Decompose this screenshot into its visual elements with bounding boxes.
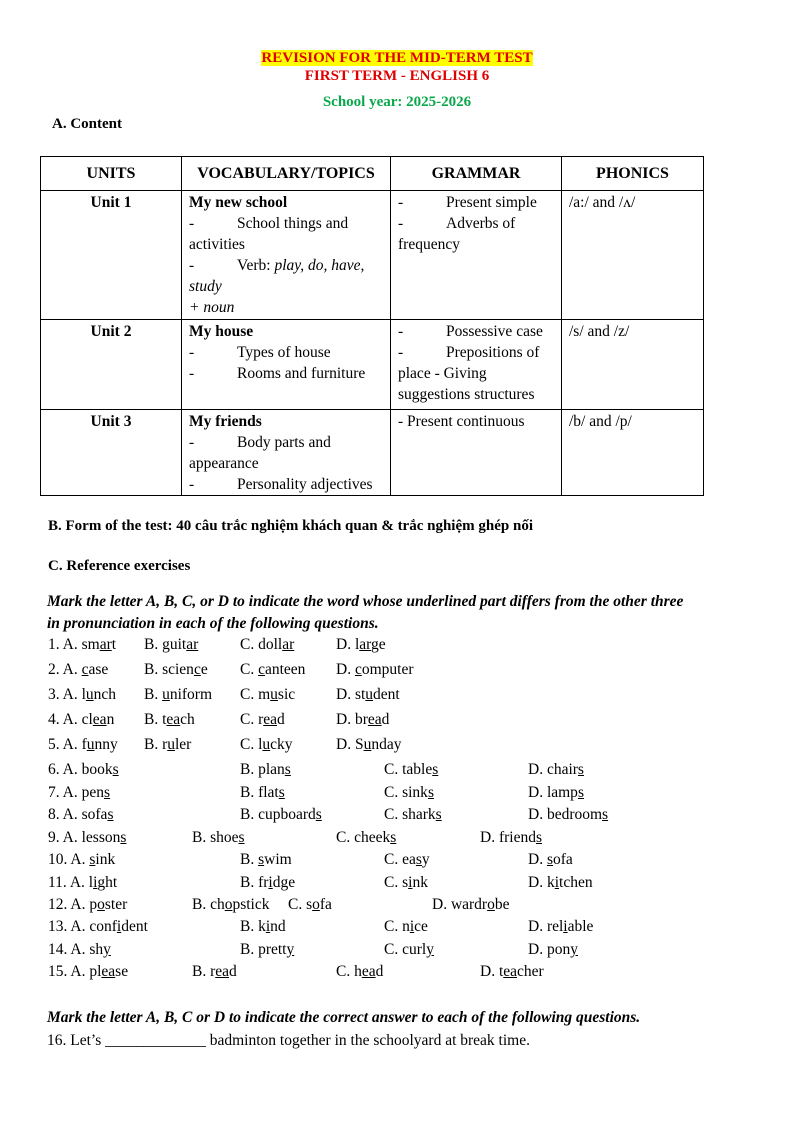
question-number: 6. xyxy=(48,761,63,778)
vocab-item: - School things and activities xyxy=(189,215,349,253)
school-year: School year: 2025-2026 xyxy=(322,94,472,110)
underlined-part: ea xyxy=(503,963,518,980)
underlined-part: ea xyxy=(215,963,230,980)
instruction-multiple-choice: Mark the letter A, B, C or D to indicate the correct answer to each of the following questions. xyxy=(47,1009,641,1026)
underlined-part: c xyxy=(258,661,265,678)
col-header-vocabulary: VOCABULARY/TOPICS xyxy=(182,157,391,191)
answer-option: 1. A. smart xyxy=(48,636,117,653)
col-header-units: UNITS xyxy=(41,157,182,191)
answer-option: C. sofa xyxy=(288,896,332,913)
unit-cell: Unit 1 xyxy=(41,191,182,320)
underlined-part: s xyxy=(435,806,442,823)
answer-option: B. flats xyxy=(240,784,285,801)
answer-option: 10. A. sink xyxy=(48,851,116,868)
answer-option: D. sofa xyxy=(528,851,573,868)
grammar-cell xyxy=(391,191,562,320)
answer-option: 13. A. confident xyxy=(48,918,148,935)
vocab-item: + noun xyxy=(189,299,235,316)
underlined-part: u xyxy=(86,736,95,753)
grammar-cell xyxy=(391,320,562,410)
underlined-part: s xyxy=(546,851,553,868)
answer-option: D. chairs xyxy=(528,761,584,778)
underlined-part: u xyxy=(363,736,372,753)
underlined-part: ar xyxy=(359,636,372,653)
answer-option: B. read xyxy=(192,963,237,980)
answer-option: D. bread xyxy=(336,711,390,728)
underlined-part: i xyxy=(409,918,415,935)
vocab-item: - Rooms and furniture xyxy=(189,365,366,382)
underlined-part: o xyxy=(224,896,233,913)
underlined-part: s xyxy=(535,829,542,846)
question-number: 10. xyxy=(48,851,71,868)
topic-title: My house xyxy=(189,323,254,340)
table-header-row xyxy=(41,157,704,191)
vocabulary-cell xyxy=(182,191,391,320)
underlined-part: s xyxy=(315,806,322,823)
underlined-part: ar xyxy=(186,636,199,653)
answer-option: C. read xyxy=(240,711,285,728)
answer-option: 12. A. poster xyxy=(48,896,128,913)
underlined-part: u xyxy=(85,686,94,703)
question-number: 13. xyxy=(48,918,71,935)
answer-option: 2. A. case xyxy=(48,661,109,678)
section-c-heading: C. Reference exercises xyxy=(48,558,191,574)
underlined-part: s xyxy=(238,829,245,846)
answer-option: D. Sunday xyxy=(336,736,402,753)
underlined-part: c xyxy=(354,661,362,678)
answer-option: D. wardrobe xyxy=(432,896,510,913)
answer-option: B. science xyxy=(144,661,208,678)
phonics-cell: /s/ and /z/ xyxy=(562,320,704,410)
underlined-part: o xyxy=(312,896,320,913)
answer-option: D. pony xyxy=(528,941,578,958)
underlined-part: s xyxy=(284,761,291,778)
answer-option: 8. A. sofas xyxy=(48,806,114,823)
underlined-part: ar xyxy=(99,636,112,653)
answer-option: 6. A. books xyxy=(48,761,119,778)
vocab-item: - Verb: play, do, have, study xyxy=(189,257,365,295)
answer-option: 7. A. pens xyxy=(48,784,111,801)
underlined-part: y xyxy=(426,941,434,958)
underlined-part: s xyxy=(577,784,584,801)
answer-option: D. reliable xyxy=(528,918,594,935)
underlined-part: i xyxy=(93,874,98,891)
answer-option: C. tables xyxy=(384,761,439,778)
instruction-pronunciation-cont: in pronunciation in each of the following questions. xyxy=(47,615,379,632)
underlined-part: s xyxy=(427,784,434,801)
underlined-part: u xyxy=(262,736,271,753)
underlined-part: u xyxy=(167,736,175,753)
underlined-part: ea xyxy=(263,711,278,728)
underlined-part: c xyxy=(81,661,89,678)
grammar-item: - Present continuous xyxy=(398,413,525,430)
underlined-part: y xyxy=(103,941,111,958)
answer-option: C. nice xyxy=(384,918,428,935)
underlined-part: u xyxy=(365,686,374,703)
answer-option: C. easy xyxy=(384,851,430,868)
answer-option: 14. A. shy xyxy=(48,941,111,958)
answer-option: D. kitchen xyxy=(528,874,593,891)
answer-option: D. friends xyxy=(480,829,542,846)
answer-option: 4. A. clean xyxy=(48,711,115,728)
answer-option: B. shoes xyxy=(192,829,245,846)
answer-option: D. bedrooms xyxy=(528,806,609,823)
unit-cell: Unit 3 xyxy=(41,410,182,496)
phonics-cell: /b/ and /p/ xyxy=(562,410,704,496)
answer-option: 3. A. lunch xyxy=(48,686,117,703)
underlined-part: i xyxy=(563,918,568,935)
answer-option: B. plans xyxy=(240,761,291,778)
underlined-part: c xyxy=(193,661,201,678)
grammar-item: - Prepositions of place - Giving suggestions structures xyxy=(398,344,540,403)
question-number: 7. xyxy=(48,784,63,801)
answer-option: B. uniform xyxy=(144,686,213,703)
answer-option: C. sinks xyxy=(384,784,434,801)
phonics-cell: /a:/ and /ʌ/ xyxy=(562,191,704,320)
answer-option: C. music xyxy=(240,686,296,703)
answer-option: D. large xyxy=(336,636,386,653)
underlined-part: u xyxy=(270,686,278,703)
answer-option: B. pretty xyxy=(240,941,295,958)
answer-option: B. cupboards xyxy=(240,806,322,823)
grammar-item: - Possessive case xyxy=(398,323,543,340)
answer-option: C. sink xyxy=(384,874,428,891)
answer-option: 11. A. light xyxy=(48,874,118,891)
unit-cell: Unit 2 xyxy=(41,320,182,410)
answer-option: B. ruler xyxy=(144,736,192,753)
underlined-part: y xyxy=(286,941,295,958)
underlined-part: ea xyxy=(367,711,382,728)
underlined-part: y xyxy=(570,941,578,958)
underlined-part: s xyxy=(120,829,127,846)
vocabulary-cell xyxy=(182,320,391,410)
answer-option: C. dollar xyxy=(240,636,295,653)
vocab-item: - Personality adjectives xyxy=(189,476,373,493)
section-a-heading: A. Content xyxy=(52,116,122,132)
col-header-grammar: GRAMMAR xyxy=(391,157,562,191)
doc-title: REVISION FOR THE MID-TERM TEST xyxy=(261,50,533,66)
underlined-part: ea xyxy=(361,963,376,980)
table-row xyxy=(41,320,704,410)
vocab-item: - Types of house xyxy=(189,344,331,361)
answer-option: C. lucky xyxy=(240,736,293,753)
question-number: 9. xyxy=(48,829,63,846)
question-number: 3. xyxy=(48,686,63,703)
underlined-part: ea xyxy=(166,711,181,728)
underlined-part: i xyxy=(554,874,560,891)
instruction-pronunciation: Mark the letter A, B, C, or D to indicate the word whose underlined part differs from the other three xyxy=(47,593,684,610)
col-header-phonics: PHONICS xyxy=(562,157,704,191)
answer-option: B. kind xyxy=(240,918,286,935)
answer-option: D. student xyxy=(336,686,400,703)
underlined-part: i xyxy=(116,918,122,935)
underlined-part: s xyxy=(89,851,96,868)
question-number: 8. xyxy=(48,806,63,823)
answer-option: C. cheeks xyxy=(336,829,397,846)
underlined-part: s xyxy=(103,784,111,801)
question-number: 14. xyxy=(48,941,71,958)
underlined-part: s xyxy=(390,829,397,846)
answer-option: 5. A. funny xyxy=(48,736,118,753)
question-number: 15. xyxy=(48,963,71,980)
underlined-part: s xyxy=(258,851,265,868)
table-row xyxy=(41,410,704,496)
answer-option: D. lamps xyxy=(528,784,584,801)
topic-title: My friends xyxy=(189,413,262,430)
underlined-part: s xyxy=(432,761,439,778)
question-16: 16. Let’s _____________ badminton together in the schoolyard at break time. xyxy=(47,1032,530,1049)
answer-option: C. sharks xyxy=(384,806,442,823)
question-number: 1. xyxy=(48,636,63,653)
underlined-part: i xyxy=(408,874,413,891)
section-b-heading: B. Form of the test: 40 câu trắc nghiệm khách quan & trắc nghiệm ghép nối xyxy=(48,518,533,534)
answer-option: C. head xyxy=(336,963,384,980)
doc-subtitle: FIRST TERM - ENGLISH 6 xyxy=(304,68,490,84)
underlined-part: i xyxy=(268,874,273,891)
grammar-cell xyxy=(391,410,562,496)
underlined-part: i xyxy=(265,918,271,935)
underlined-part: ea xyxy=(92,711,107,728)
answer-option: B. swim xyxy=(240,851,292,868)
question-number: 11. xyxy=(48,874,70,891)
content-table xyxy=(40,156,704,496)
answer-option: B. fridge xyxy=(240,874,296,891)
question-number: 2. xyxy=(48,661,63,678)
underlined-part: ar xyxy=(282,636,295,653)
answer-option: B. guitar xyxy=(144,636,199,653)
underlined-part: s xyxy=(577,761,584,778)
underlined-part: s xyxy=(107,806,114,823)
underlined-part: s xyxy=(112,761,119,778)
answer-option: B. chopstick xyxy=(192,896,270,913)
underlined-part: u xyxy=(162,686,170,703)
vocabulary-cell xyxy=(182,410,391,496)
topic-title: My new school xyxy=(189,194,288,211)
grammar-item: - Adverbs of frequency xyxy=(398,215,516,253)
underlined-part: o xyxy=(487,896,495,913)
answer-option: B. teach xyxy=(144,711,195,728)
answer-option: C. canteen xyxy=(240,661,306,678)
underlined-part: s xyxy=(602,806,609,823)
underlined-part: o xyxy=(97,896,105,913)
underlined-part: s xyxy=(415,851,422,868)
answer-option: D. computer xyxy=(336,661,414,678)
grammar-item: - Present simple xyxy=(398,194,537,211)
underlined-part: s xyxy=(278,784,285,801)
question-number: 4. xyxy=(48,711,63,728)
question-number: 5. xyxy=(48,736,63,753)
table-row xyxy=(41,191,704,320)
question-number: 12. xyxy=(48,896,71,913)
answer-option: 15. A. please xyxy=(48,963,129,980)
answer-option: 9. A. lessons xyxy=(48,829,127,846)
vocab-item: - Body parts and appearance xyxy=(189,434,331,472)
underlined-part: ea xyxy=(101,963,116,980)
answer-option: D. teacher xyxy=(480,963,544,980)
answer-option: C. curly xyxy=(384,941,434,958)
